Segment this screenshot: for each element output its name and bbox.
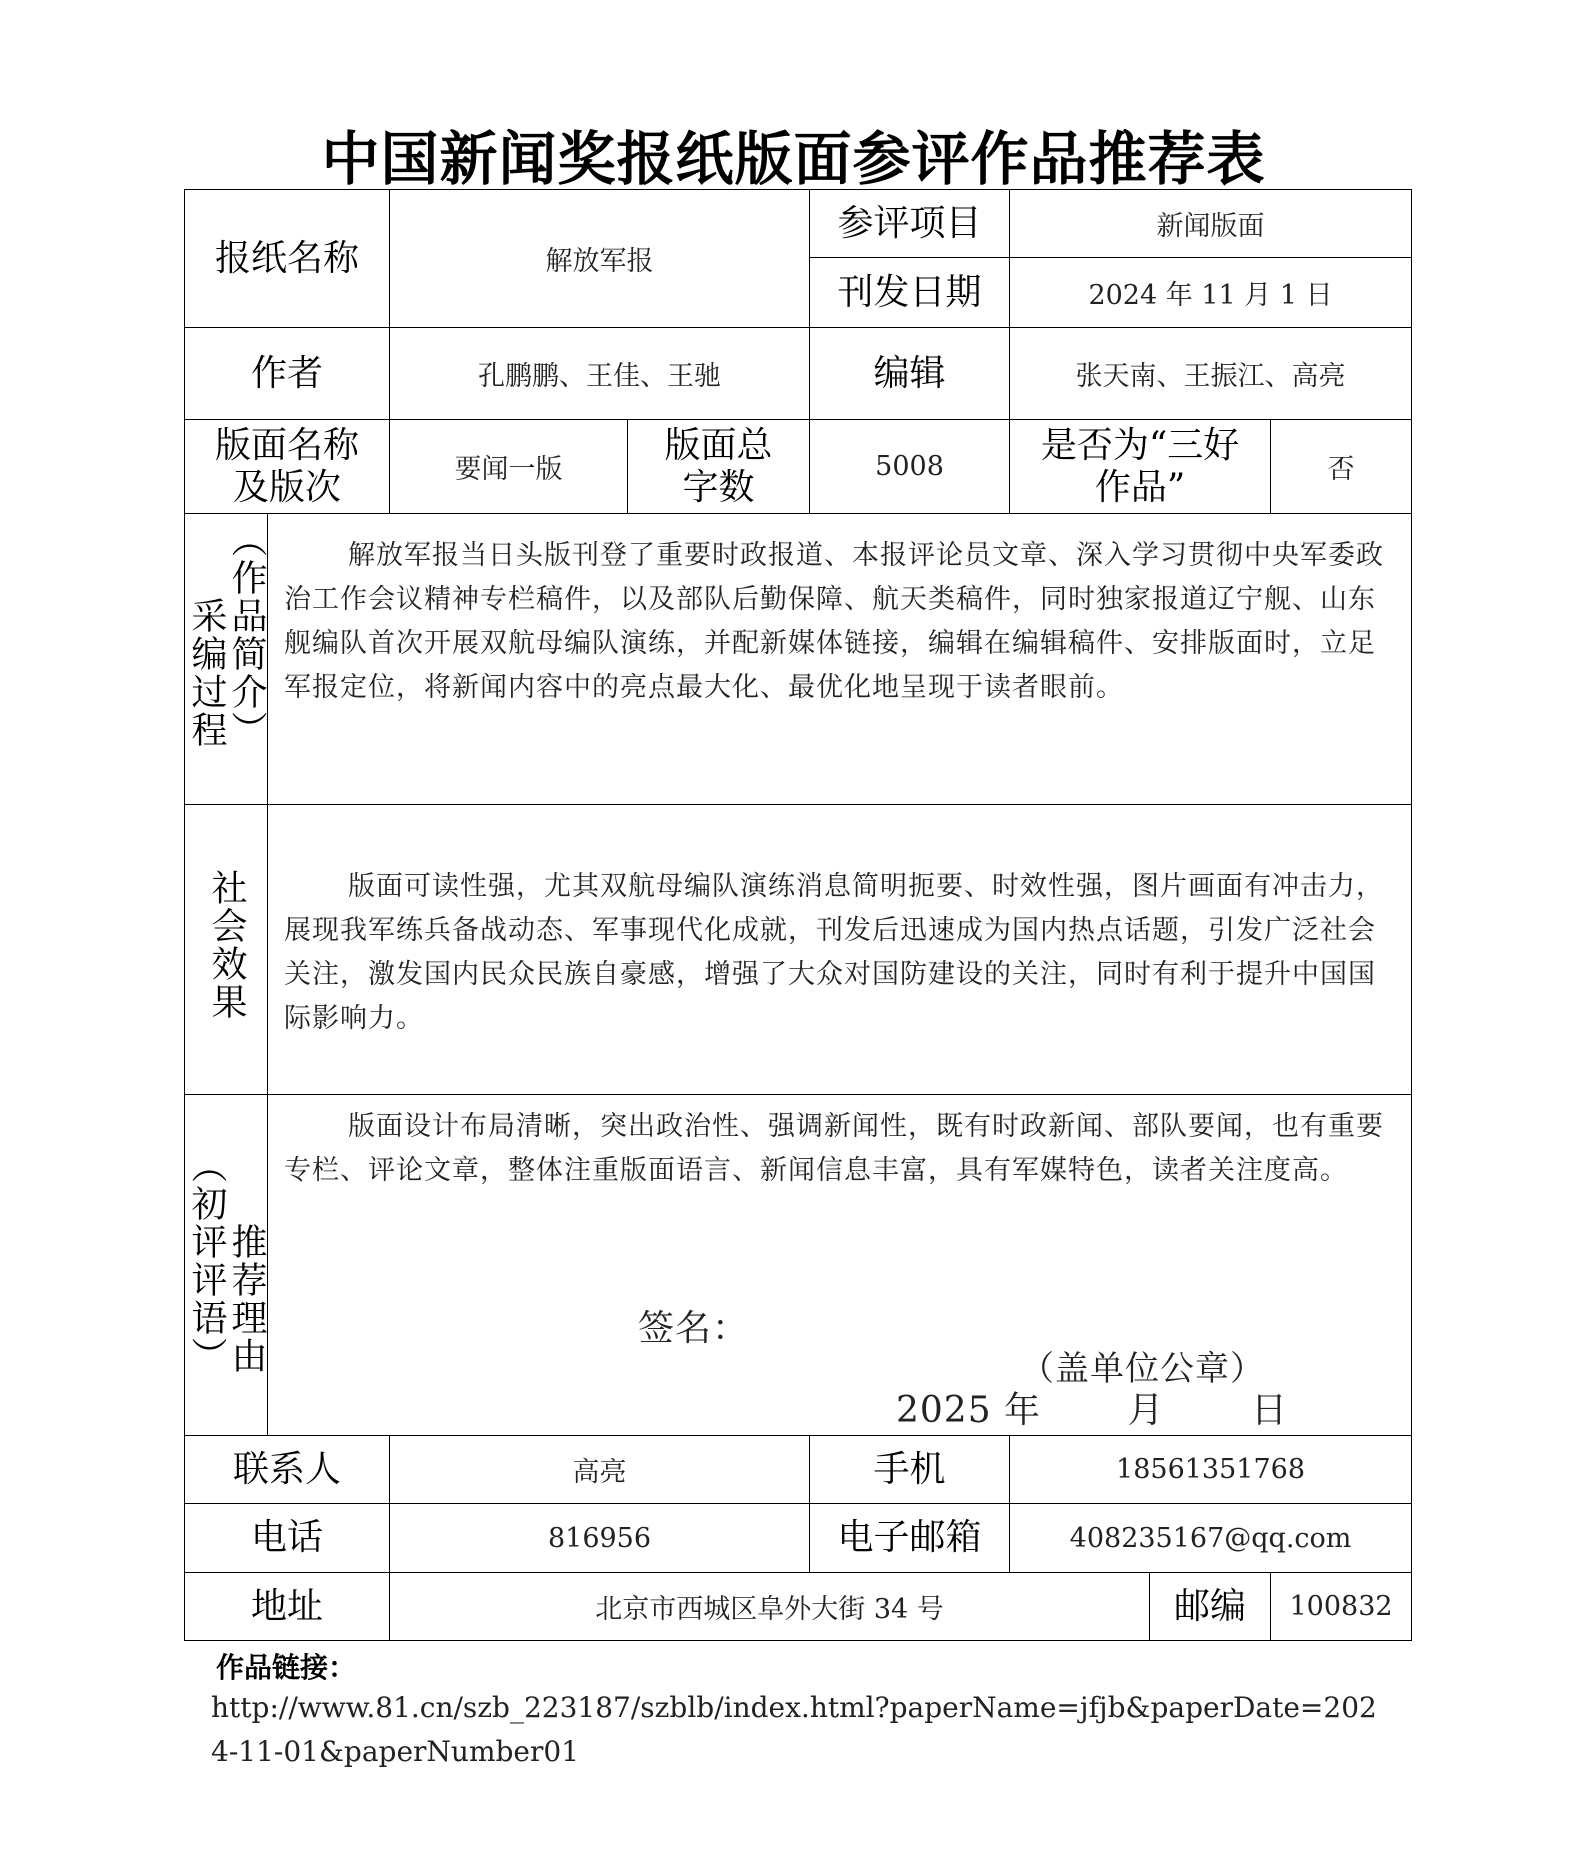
social-effect-label [185,805,268,1095]
publish-date-label: 刊发日期 [810,258,1010,328]
social-effect-label-text: 社会效果 [206,869,247,1021]
page-name-label-text: 版面名称及版次 [214,424,359,508]
signature-label: 签名： [638,1308,750,1349]
three-good-value: 否 [1271,420,1412,514]
publish-date-value: 2024 年 11 月 1 日 [1010,258,1412,328]
contact-label: 联系人 [185,1436,390,1504]
editor-label: 编辑 [810,328,1010,420]
recommendation-label-right: 推荐理由 [226,1222,267,1375]
postcode-label: 邮编 [1150,1573,1271,1641]
editor-value: 张天南、王振江、高亮 [1010,328,1412,420]
three-good-label [1010,420,1271,514]
intro-label-right: （作品简介） [226,520,267,749]
page-name-label [185,420,390,514]
author-label: 作者 [185,328,390,420]
recommendation-form [184,189,1412,1641]
phone-value: 816956 [390,1504,810,1573]
word-count-label [628,420,810,514]
category-value: 新闻版面 [1010,190,1412,258]
address-value: 北京市西城区阜外大街 34 号 [390,1573,1150,1641]
recommendation-cell [268,1095,1412,1436]
intro-text: 解放军报当日头版刊登了重要时政报道、本报评论员文章、深入学习贯彻中央军委政治工作会议精神专栏稿件，以及部队后勤保障、航天类稿件，同时独家报道辽宁舰、山东舰编队首次开展双航母编队演练，并配新媒体链接，编辑在编辑稿件、安排版面时，立足军报定位，将新闻内容中的亮点最大化、最优化地呈现于读者眼前。 [268,514,1412,805]
intro-label [185,514,268,805]
three-good-label-text: 是否为“三好作品” [1040,424,1240,508]
page-name-value: 要闻一版 [390,420,628,514]
email-value: 408235167@qq.com [1010,1504,1412,1573]
social-effect-text: 版面可读性强，尤其双航母编队演练消息简明扼要、时效性强，图片画面有冲击力，展现我军练兵备战动态、军事现代化成就，刊发后迅速成为国内热点话题，引发广泛社会关注，激发国内民众民族自豪感，增强了大众对国防建设的关注，同时有利于提升中国国际影响力。 [268,805,1412,1095]
newspaper-name-label: 报纸名称 [185,190,390,328]
recommendation-text: 版面设计布局清晰，突出政治性、强调新闻性，既有时政新闻、部队要闻，也有重要专栏、评论文章，整体注重版面语言、新闻信息丰富，具有军媒特色，读者关注度高。 [284,1111,1384,1186]
author-value: 孔鹏鹏、王佳、王驰 [390,328,810,420]
recommendation-label-left: （初评评语） [186,1146,227,1375]
contact-value: 高亮 [390,1436,810,1504]
work-link-label: 作品链接： [216,1651,357,1684]
mobile-value: 18561351768 [1010,1436,1412,1504]
word-count-label-text: 版面总字数 [664,424,773,508]
page-title: 中国新闻奖报纸版面参评作品推荐表 [321,125,1266,193]
word-count-value: 5008 [810,420,1010,514]
phone-label: 电话 [185,1504,390,1573]
postcode-value: 100832 [1271,1573,1412,1641]
mobile-label: 手机 [810,1436,1010,1504]
recommendation-label [185,1095,268,1436]
address-label: 地址 [185,1573,390,1641]
work-link-url[interactable]: http://www.81.cn/szb_223187/szblb/index.html?paperName=jfjb&paperDate=2024-11-01&paperNumber01 [211,1691,1377,1768]
category-label: 参评项目 [810,190,1010,258]
email-label: 电子邮箱 [810,1504,1010,1573]
intro-label-left: 采编过程 [186,596,227,749]
newspaper-name-value: 解放军报 [390,190,810,328]
seal-note: （盖单位公章） [1020,1349,1265,1389]
signature-date: 2025 年 月 日 [896,1390,1288,1431]
